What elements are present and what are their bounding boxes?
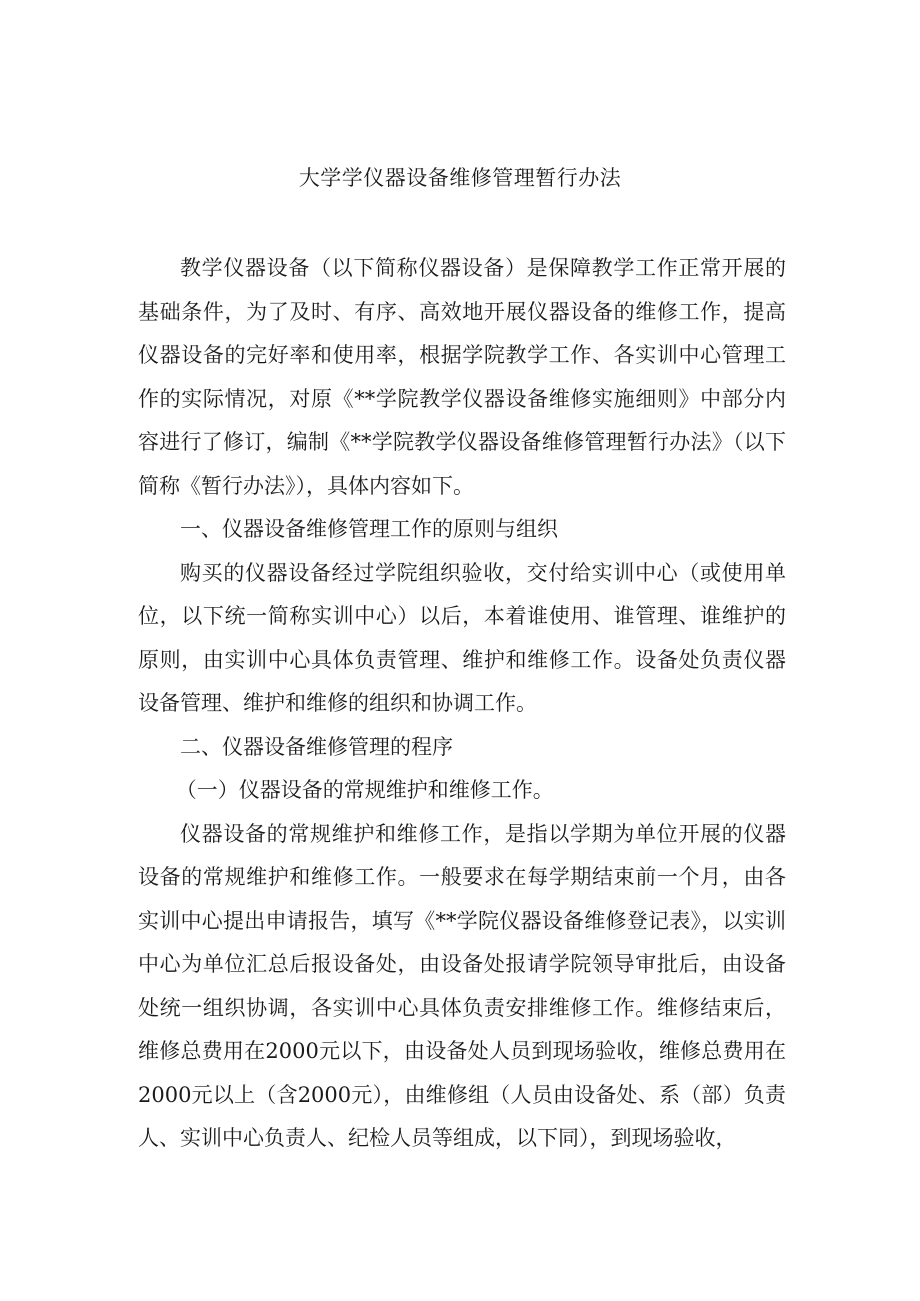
document-body: [138, 247, 786, 1161]
principles-paragraph: 购买的仪器设备经过学院组织验收，交付给实训中心（或使用单位，以下统一简称实训中心）以后，本着谁使用、谁管理、谁维护的原则，由实训中心具体负责管理、维护和维修工作。设备处负责仪器设备管理、维护和维修的组织和协调工作。: [138, 560, 786, 715]
section-heading-principles: 一、仪器设备维修管理工作的原则与组织: [180, 517, 558, 541]
subsection-heading-routine: （一）仪器设备的常规维护和维修工作。: [175, 778, 554, 802]
section-heading-procedure: 二、仪器设备维修管理的程序: [180, 734, 453, 759]
routine-maintenance-paragraph: 仪器设备的常规维护和维修工作，是指以学期为单位开展的仪器设备的常规维护和维修工作。一般要求在每学期结束前一个月，由各实训中心提出申请报告，填写《**学院仪器设备维修登记表》，以实训中心为单位汇总后报设备处，由设备处报请学院领导审批后，由设备处统一组织协调，各实训中心具体负责安排维修工作。维修结束后，维修总费用在2000元以下，由设备处人员到现场验收，维修总费用在2000元以上（含2000元），由维修组（人员由设备处、系（部）负责人、实训中心负责人、纪检人员等组成，以下同），到现场验收，: [138, 821, 786, 1150]
intro-paragraph: 教学仪器设备（以下简称仪器设备）是保障教学工作正常开展的基础条件，为了及时、有序、高效地开展仪器设备的维修工作，提高仪器设备的完好率和使用率，根据学院教学工作、各实训中心管理工作的实际情况，对原《**学院教学仪器设备维修实施细则》中部分内容进行了修订，编制《**学院教学仪器设备维修管理暂行办法》（以下简称《暂行办法》），具体内容如下。: [138, 256, 786, 498]
document-title: 大学学仪器设备维修管理暂行办法: [298, 166, 622, 190]
